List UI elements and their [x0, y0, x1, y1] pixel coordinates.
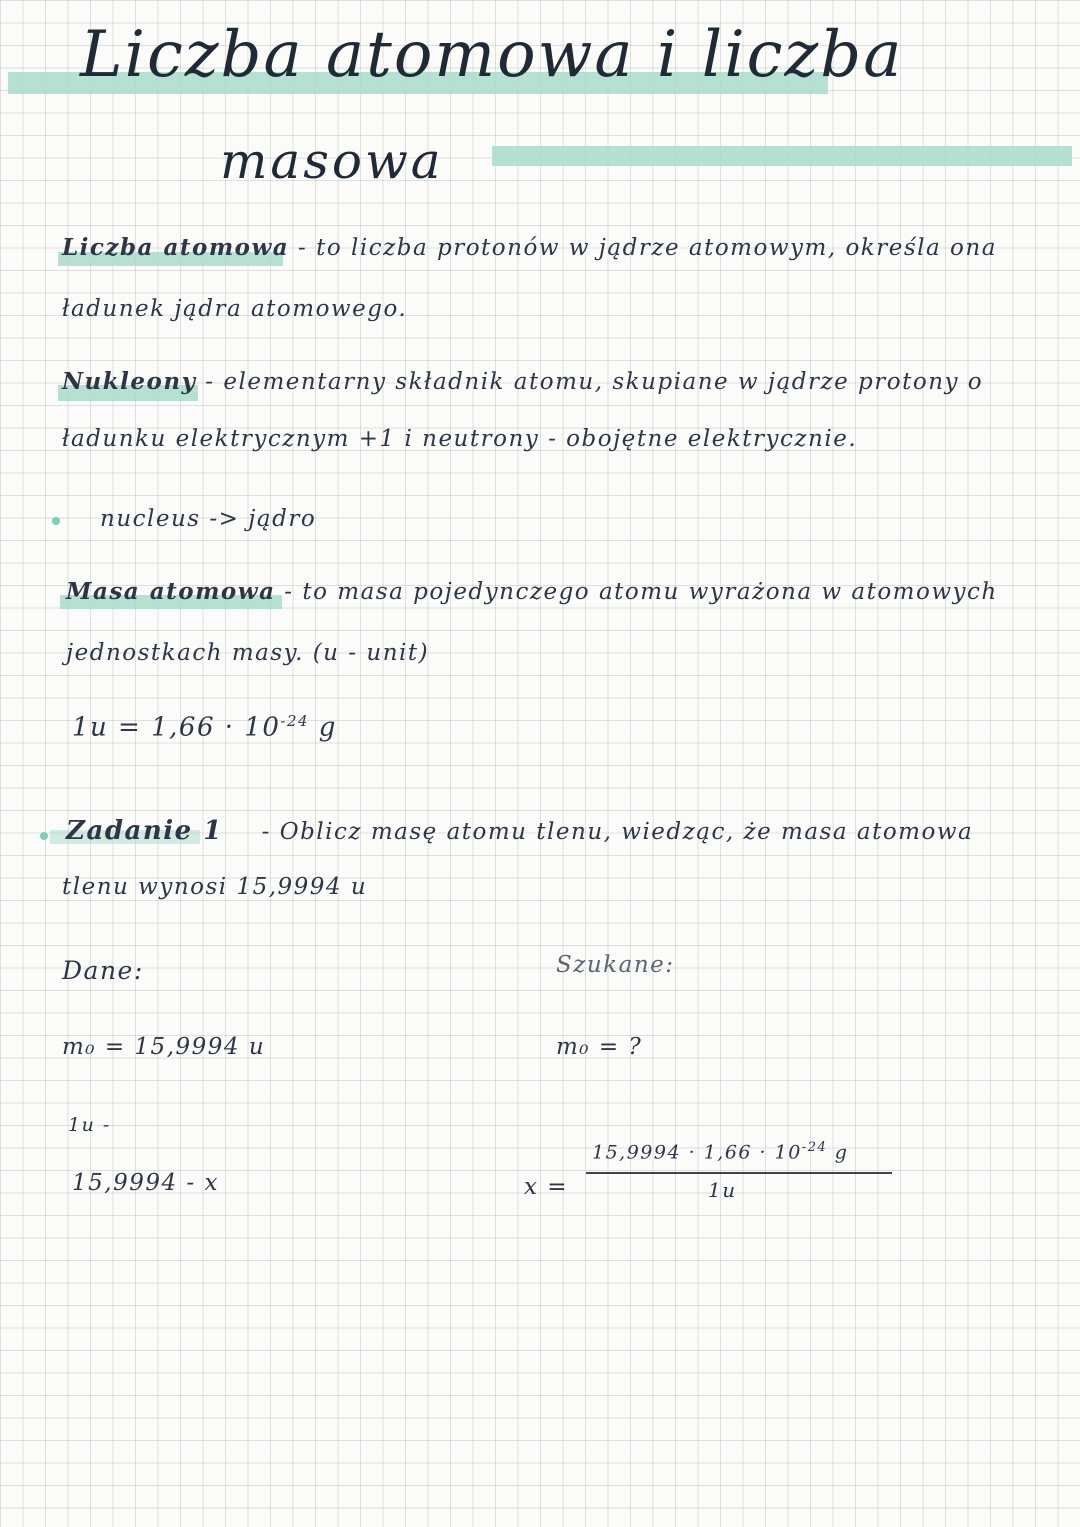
- unit-formula: [72, 712, 337, 743]
- page-title-line2: masowa: [220, 132, 444, 190]
- given-header: Dane:: [62, 956, 144, 985]
- definition-nukleony: [62, 368, 983, 395]
- solution-lhs: x =: [524, 1174, 569, 1200]
- formula-unit: g: [318, 712, 337, 743]
- term-liczba-atomowa: Liczba atomowa: [62, 234, 290, 261]
- numerator-base: 15,9994 · 1,66 · 10: [592, 1141, 802, 1164]
- formula-exponent: -24: [280, 712, 310, 730]
- bullet-nucleus: nucleus -> jądro: [100, 506, 317, 532]
- task-continuation: tlenu wynosi 15,9994 u: [62, 874, 368, 900]
- bullet-dot: [52, 517, 60, 525]
- proportion-line-2: 15,9994 - x: [72, 1170, 219, 1196]
- definition-continuation: ładunek jądra atomowego.: [62, 296, 408, 322]
- page-title-line1: Liczba atomowa i liczba: [80, 18, 904, 92]
- formula-base: 1u = 1,66 · 10: [72, 712, 281, 743]
- term-nukleony: Nukleony: [62, 368, 197, 395]
- task-label: Zadanie 1: [66, 816, 223, 846]
- definition-text: - to masa pojedynczego atomu wyrażona w atomowych: [284, 579, 998, 605]
- numerator-unit: g: [834, 1141, 849, 1164]
- proportion-line-1: 1u -: [68, 1114, 111, 1136]
- term-masa-atomowa: Masa atomowa: [66, 578, 276, 605]
- numerator-exponent: -24: [801, 1140, 828, 1155]
- sought-value: m₀ = ?: [556, 1034, 643, 1060]
- sought-header: Szukane:: [556, 952, 675, 978]
- task-1: [66, 816, 973, 846]
- definition-continuation: jednostkach masy. (u - unit): [66, 640, 430, 666]
- title-highlight-2: [492, 146, 1072, 166]
- definition-text: - to liczba protonów w jądrze atomowym, określa ona: [298, 235, 997, 261]
- definition-masa-atomowa: [66, 578, 998, 605]
- bullet-dot: [40, 832, 48, 840]
- task-text: - Oblicz masę atomu tlenu, wiedząc, że masa atomowa: [261, 819, 974, 845]
- given-value: m₀ = 15,9994 u: [62, 1034, 266, 1060]
- solution-denominator: 1u: [708, 1178, 737, 1202]
- fraction-bar: [586, 1172, 892, 1174]
- definition-liczba-atomowa: [62, 234, 997, 261]
- definition-continuation: ładunku elektrycznym +1 i neutrony - obojętne elektrycznie.: [62, 426, 858, 452]
- definition-text: - elementarny składnik atomu, skupiane w jądrze protony o: [205, 369, 984, 395]
- solution-numerator: [592, 1140, 848, 1163]
